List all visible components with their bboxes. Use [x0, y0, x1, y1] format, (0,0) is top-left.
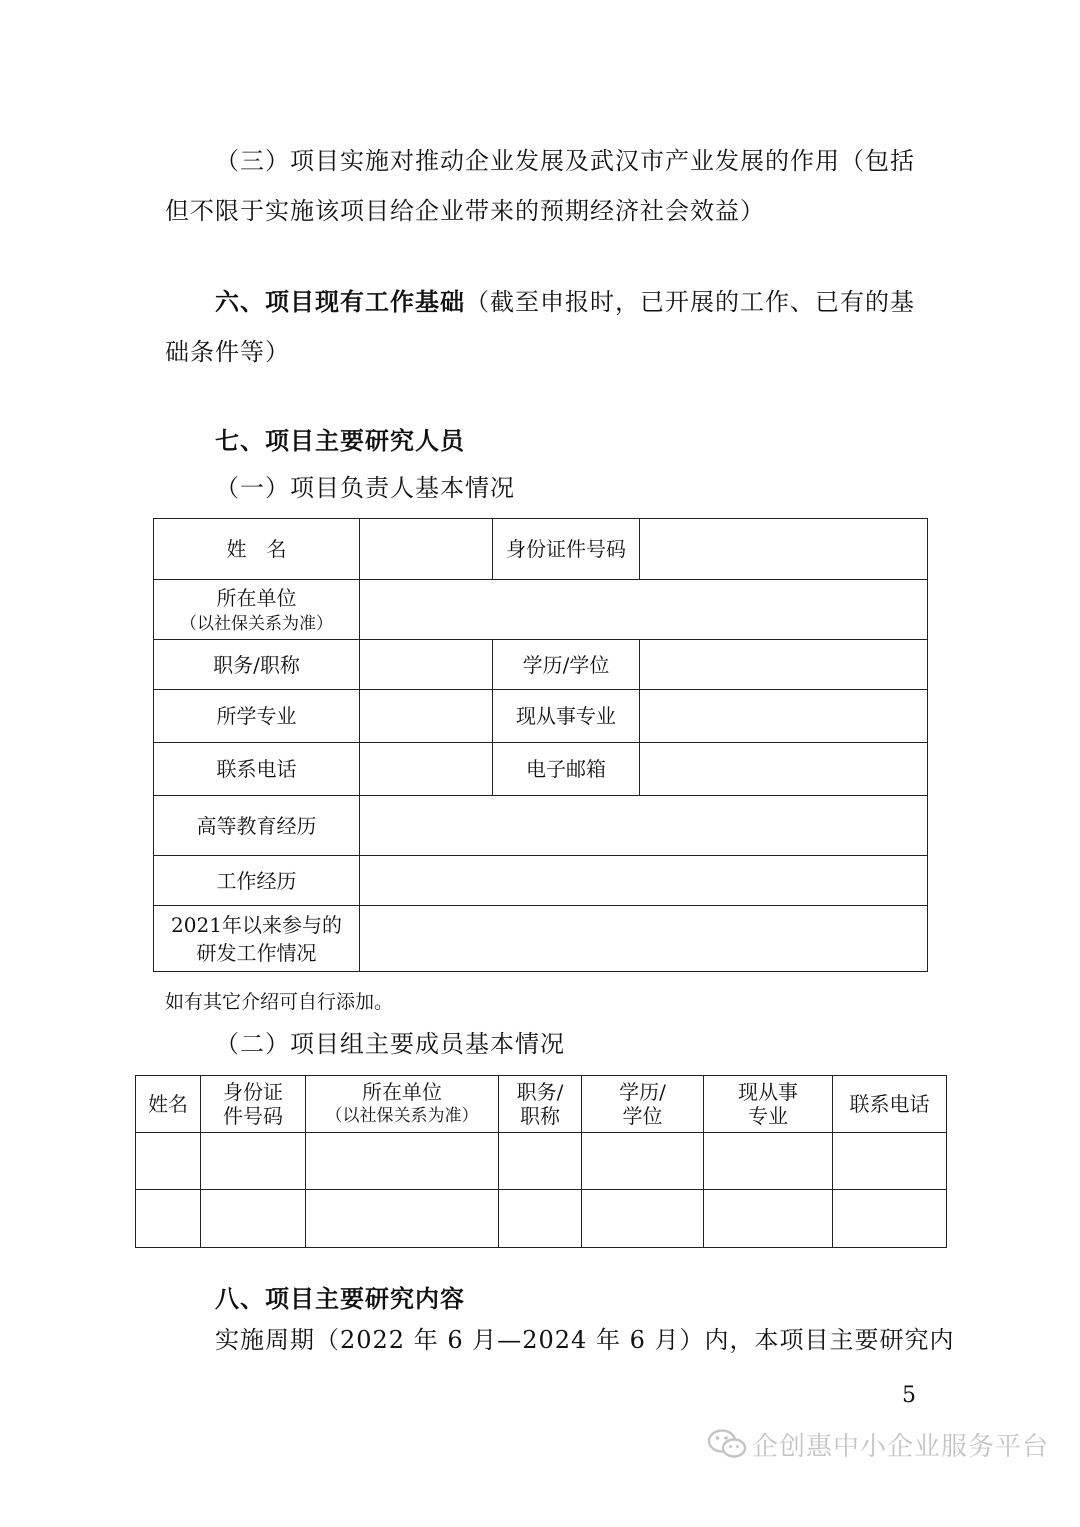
table-row [154, 519, 928, 580]
table-row [154, 906, 928, 972]
leader-info-table [153, 518, 928, 972]
header-line: 职务/ [516, 1080, 564, 1104]
member-cell[interactable] [833, 1133, 947, 1190]
header-line: 现从事 [738, 1080, 798, 1104]
header-line: 学历/ [619, 1080, 666, 1104]
header-line: 专业 [748, 1104, 788, 1128]
unit-sub-label: （以社保关系为准） [180, 613, 333, 634]
section-8-heading: 八、项目主要研究内容 [215, 1284, 465, 1313]
table-row [154, 743, 928, 796]
degree-cell[interactable] [640, 640, 928, 690]
member-cell[interactable] [582, 1190, 704, 1248]
section-6-text: （截至申报时，已开展的工作、已有的基础条件等） [165, 288, 915, 366]
member-header-name [136, 1076, 201, 1133]
table-row [136, 1133, 947, 1190]
member-cell[interactable] [833, 1190, 947, 1248]
unit-cell[interactable] [360, 580, 928, 640]
leader-table-note: 如有其它介绍可自行添加。 [165, 991, 394, 1013]
phone-label: 联系电话 [154, 743, 360, 796]
member-cell[interactable] [704, 1190, 833, 1248]
header-line: 身份证 [223, 1080, 283, 1104]
phone-cell[interactable] [360, 743, 493, 796]
header-line: 联系电话 [849, 1092, 930, 1116]
watermark-text: 企创惠中小企业服务平台 [752, 1431, 1050, 1462]
member-header-major [704, 1076, 833, 1133]
table-row [154, 856, 928, 906]
degree-label: 学历/学位 [493, 640, 640, 690]
section-6-paragraph [165, 277, 920, 377]
rd-work-label-line2: 研发工作情况 [196, 940, 317, 965]
member-cell[interactable] [201, 1133, 306, 1190]
member-info-table [135, 1075, 947, 1248]
page-number: 5 [902, 1383, 916, 1408]
work-experience-label: 工作经历 [154, 856, 360, 906]
member-cell[interactable] [136, 1133, 201, 1190]
unit-label: 所在单位 [216, 585, 297, 610]
education-label: 高等教育经历 [154, 796, 360, 856]
header-line: 学位 [622, 1104, 663, 1128]
section-8-paragraph: 实施周期（2022 年 6 月—2024 年 6 月）内，本项目主要研究内 [215, 1326, 955, 1354]
member-cell[interactable] [582, 1133, 704, 1190]
section-7-heading: 七、项目主要研究人员 [215, 426, 465, 455]
email-cell[interactable] [640, 743, 928, 796]
member-cell[interactable] [704, 1133, 833, 1190]
current-major-label: 现从事专业 [493, 690, 640, 743]
member-header-degree [582, 1076, 704, 1133]
email-label: 电子邮箱 [493, 743, 640, 796]
name-cell[interactable] [360, 519, 493, 580]
rd-work-label-cell [154, 906, 360, 972]
header-line: （以社保关系为准） [325, 1106, 479, 1126]
name-label: 姓 名 [154, 519, 360, 580]
id-number-label: 身份证件号码 [493, 519, 640, 580]
member-cell[interactable] [136, 1190, 201, 1248]
id-number-cell[interactable] [640, 519, 928, 580]
header-line: 姓名 [148, 1092, 188, 1116]
rd-work-cell[interactable] [360, 906, 928, 972]
header-line: 所在单位 [362, 1080, 442, 1104]
table-row [154, 640, 928, 690]
member-header-id [201, 1076, 306, 1133]
section-5-3-paragraph: （三）项目实施对推动企业发展及武汉市产业发展的作用（包括但不限于实施该项目给企业带来的预期经济社会效益） [165, 147, 915, 225]
member-cell[interactable] [306, 1133, 499, 1190]
work-experience-cell[interactable] [360, 856, 928, 906]
title-cell[interactable] [360, 640, 493, 690]
member-cell[interactable] [499, 1133, 582, 1190]
member-header-phone [833, 1076, 947, 1133]
table-row [154, 796, 928, 856]
watermark [706, 1426, 1049, 1462]
rd-work-label-line1: 2021年以来参与的 [171, 912, 342, 937]
table-row [154, 690, 928, 743]
member-header-title [499, 1076, 582, 1133]
major-label: 所学专业 [154, 690, 360, 743]
member-cell[interactable] [201, 1190, 306, 1248]
member-table-header-row [136, 1076, 947, 1133]
current-major-cell[interactable] [640, 690, 928, 743]
education-cell[interactable] [360, 796, 928, 856]
section-7-sub2-title: （二）项目组主要成员基本情况 [215, 1030, 565, 1058]
section-7-sub1-title: （一）项目负责人基本情况 [215, 474, 515, 502]
member-cell[interactable] [499, 1190, 582, 1248]
header-line: 件号码 [223, 1104, 283, 1128]
section-6-heading: 六、项目现有工作基础 [215, 287, 465, 316]
member-header-unit [306, 1076, 499, 1133]
header-line: 职称 [520, 1104, 560, 1128]
major-cell[interactable] [360, 690, 493, 743]
table-row [136, 1190, 947, 1248]
wechat-icon [706, 1427, 748, 1461]
title-label: 职务/职称 [154, 640, 360, 690]
member-cell[interactable] [306, 1190, 499, 1248]
unit-label-cell [154, 580, 360, 640]
table-row [154, 580, 928, 640]
